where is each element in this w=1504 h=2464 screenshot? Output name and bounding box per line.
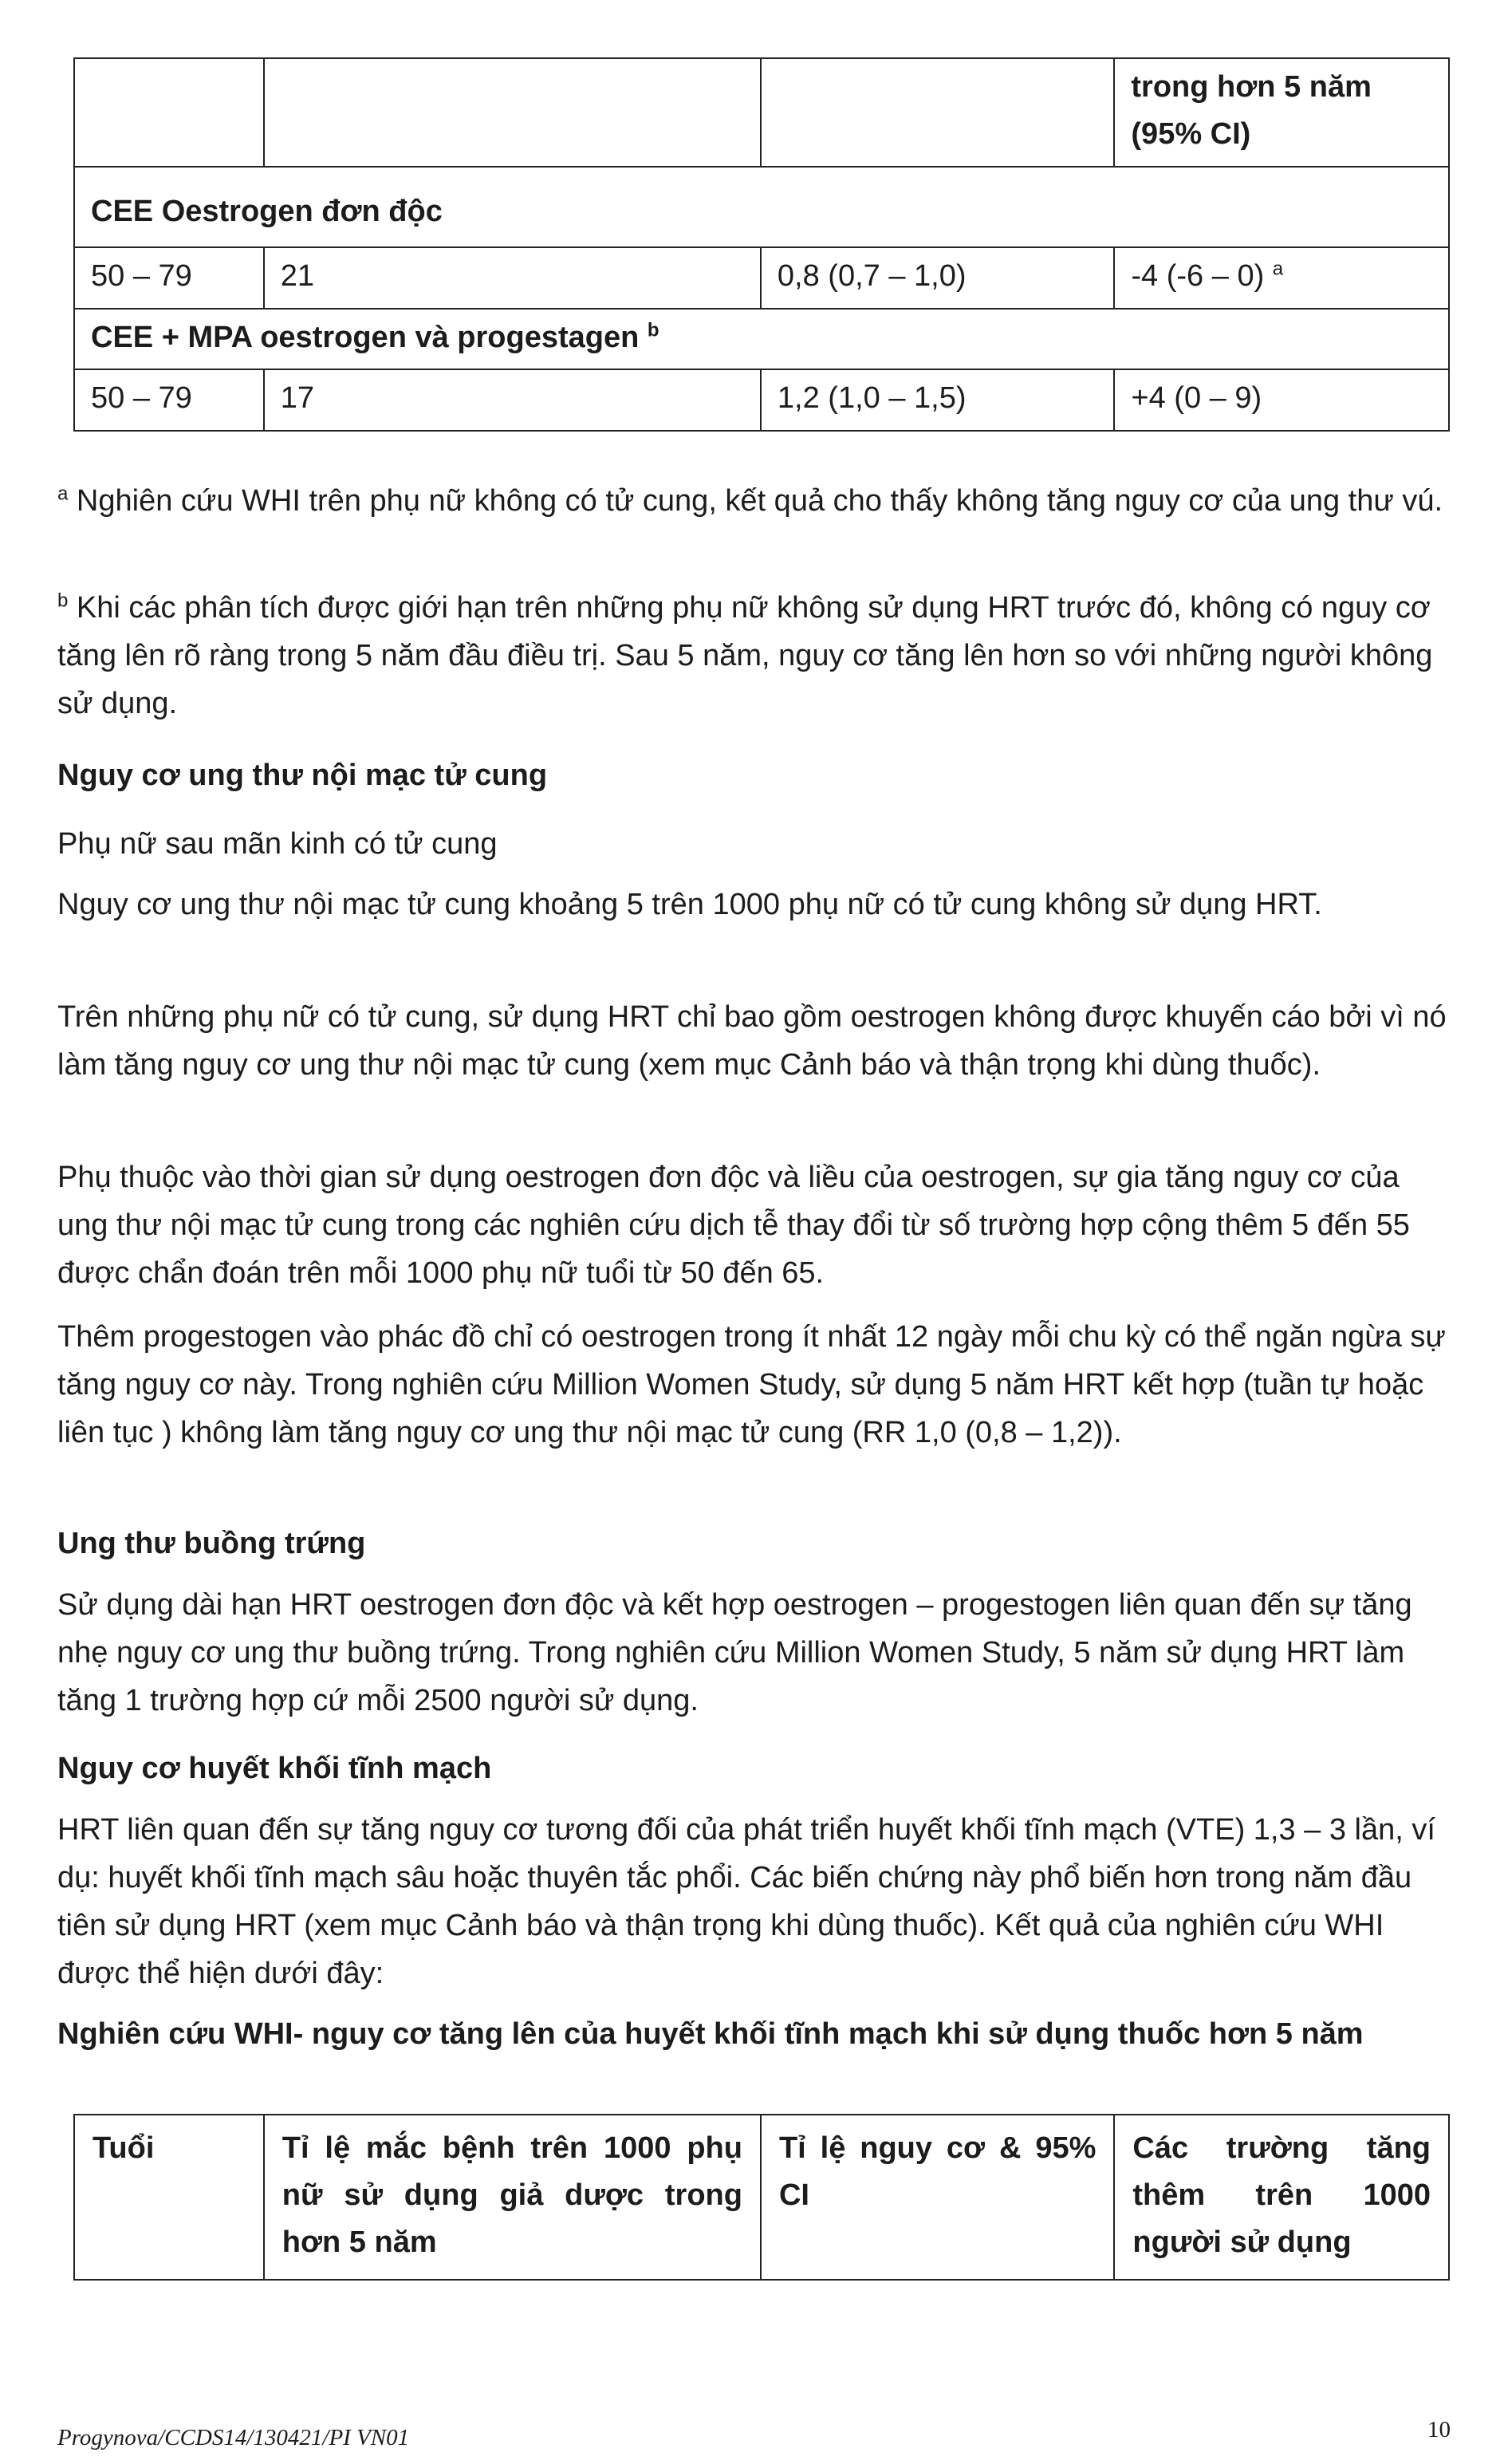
- footnote-b: [57, 584, 1450, 727]
- table-header-cell: Tỉ lệ nguy cơ & 95% CI: [761, 2115, 1114, 2280]
- section-heading: Nguy cơ ung thư nội mạc tử cung: [57, 759, 548, 792]
- table-cell: [264, 58, 761, 167]
- section-heading: Nguy cơ huyết khối tĩnh mạch: [57, 1752, 492, 1785]
- table-header-cell: Tuổi: [74, 2115, 264, 2280]
- risk-ratio-cell: 1,2 (1,0 – 1,5): [761, 369, 1114, 431]
- vte-risk-table: [73, 2114, 1450, 2281]
- footnote-marker: b: [57, 589, 69, 612]
- table-row: [74, 58, 1449, 167]
- group-title: CEE + MPA oestrogen và progestagen: [91, 320, 640, 354]
- paragraph: Thêm progestogen vào phác đồ chỉ có oestrogen trong ít nhất 12 ngày mỗi chu kỳ có thể ngăn ngừa sự tăng nguy cơ này. Trong nghiên cứu Million Women Study, sử dụng 5 năm HRT kết hợp (tuần tự hoặc liên tục ) không làm tăng nguy cơ ung thư nội mạc tử cung (RR 1,0 (0,8 – 1,2)).: [57, 1320, 1446, 1450]
- risk-ratio-cell: 0,8 (0,7 – 1,0): [761, 247, 1114, 309]
- table-header-row: [74, 2115, 1449, 2280]
- cases-value: -4 (-6 – 0): [1131, 258, 1265, 293]
- document-id: Progynova/CCDS14/130421/PI VN01: [57, 2425, 410, 2450]
- paragraph: Nguy cơ ung thư nội mạc tử cung khoảng 5 trên 1000 phụ nữ có tử cung không sử dụng HRT.: [57, 888, 1322, 921]
- age-cell: 50 – 79: [74, 247, 264, 309]
- subheading: Phụ nữ sau mãn kinh có tử cung: [57, 827, 498, 861]
- footnote-marker: a: [1272, 258, 1284, 280]
- footnote-text: Khi các phân tích được giới hạn trên những phụ nữ không sử dụng HRT trước đó, không có nguy cơ tăng lên rõ ràng trong 5 năm đầu điều trị. Sau 5 năm, nguy cơ tăng lên hơn so với những người không sử dụng.: [57, 591, 1433, 721]
- table-header-cell: Các trường tăng thêm trên 1000 người sử dụng: [1114, 2115, 1449, 2280]
- paragraph: HRT liên quan đến sự tăng nguy cơ tương đối của phát triển huyết khối tĩnh mạch (VTE) 1,3 – 3 lần, ví dụ: huyết khối tĩnh mạch sâu hoặc thuyên tắc phổi. Các biến chứng này phổ biến hơn trong năm đầu tiên sử dụng HRT (xem mục Cảnh báo và thận trọng khi dùng thuốc). Kết quả của nghiên cứu WHI được thể hiện dưới đây:: [57, 1813, 1435, 1991]
- table-header-cell: trong hơn 5 năm (95% CI): [1114, 58, 1449, 167]
- section-heading: Ung thư buồng trứng: [57, 1527, 366, 1560]
- additional-cases-cell: +4 (0 – 9): [1114, 369, 1449, 431]
- age-cell: 50 – 79: [74, 369, 264, 431]
- table-cell: [761, 58, 1114, 167]
- paragraph: Sử dụng dài hạn HRT oestrogen đơn độc và kết hợp oestrogen – progestogen liên quan đến sự tăng nhẹ nguy cơ ung thư buồng trứng. Trong nghiên cứu Million Women Study, 5 năm sử dụng HRT làm tăng 1 trường hợp cứ mỗi 2500 người sử dụng.: [57, 1588, 1412, 1718]
- rate-cell: 21: [264, 247, 761, 309]
- paragraph: Phụ thuộc vào thời gian sử dụng oestrogen đơn độc và liều của oestrogen, sự gia tăng nguy cơ của ung thư nội mạc tử cung trong các nghiên cứu dịch tễ thay đổi từ số trường hợp cộng thêm 5 đến 55 được chẩn đoán trên mỗi 1000 phụ nữ tuổi từ 50 đến 65.: [57, 1161, 1410, 1291]
- group-title: CEE Oestrogen đơn độc: [74, 167, 1449, 247]
- table-cell: [74, 58, 264, 167]
- table-row: [74, 247, 1449, 309]
- page-number: 10: [1427, 2417, 1451, 2442]
- table-title: Nghiên cứu WHI- nguy cơ tăng lên của huyết khối tĩnh mạch khi sử dụng thuốc hơn 5 năm: [57, 2017, 1364, 2051]
- table-group-row: [74, 167, 1449, 247]
- table-row: [74, 369, 1449, 431]
- footnote-marker: a: [57, 483, 69, 505]
- table-header-cell: Tỉ lệ mắc bệnh trên 1000 phụ nữ sử dụng giả dược trong hơn 5 năm: [264, 2115, 761, 2280]
- breast-cancer-risk-table: [73, 57, 1450, 432]
- rate-cell: 17: [264, 369, 761, 431]
- additional-cases-cell: [1114, 247, 1449, 309]
- group-title-cell: [74, 309, 1449, 370]
- footnote-text: Nghiên cứu WHI trên phụ nữ không có tử cung, kết quả cho thấy không tăng nguy cơ của ung thư vú.: [76, 484, 1443, 518]
- footnote-a: [57, 477, 1450, 525]
- table-group-row: [74, 309, 1449, 370]
- paragraph: Trên những phụ nữ có tử cung, sử dụng HRT chỉ bao gồm oestrogen không được khuyến cáo bởi vì nó làm tăng nguy cơ ung thư nội mạc tử cung (xem mục Cảnh báo và thận trọng khi dùng thuốc).: [57, 1000, 1447, 1082]
- footnote-marker: b: [647, 318, 659, 341]
